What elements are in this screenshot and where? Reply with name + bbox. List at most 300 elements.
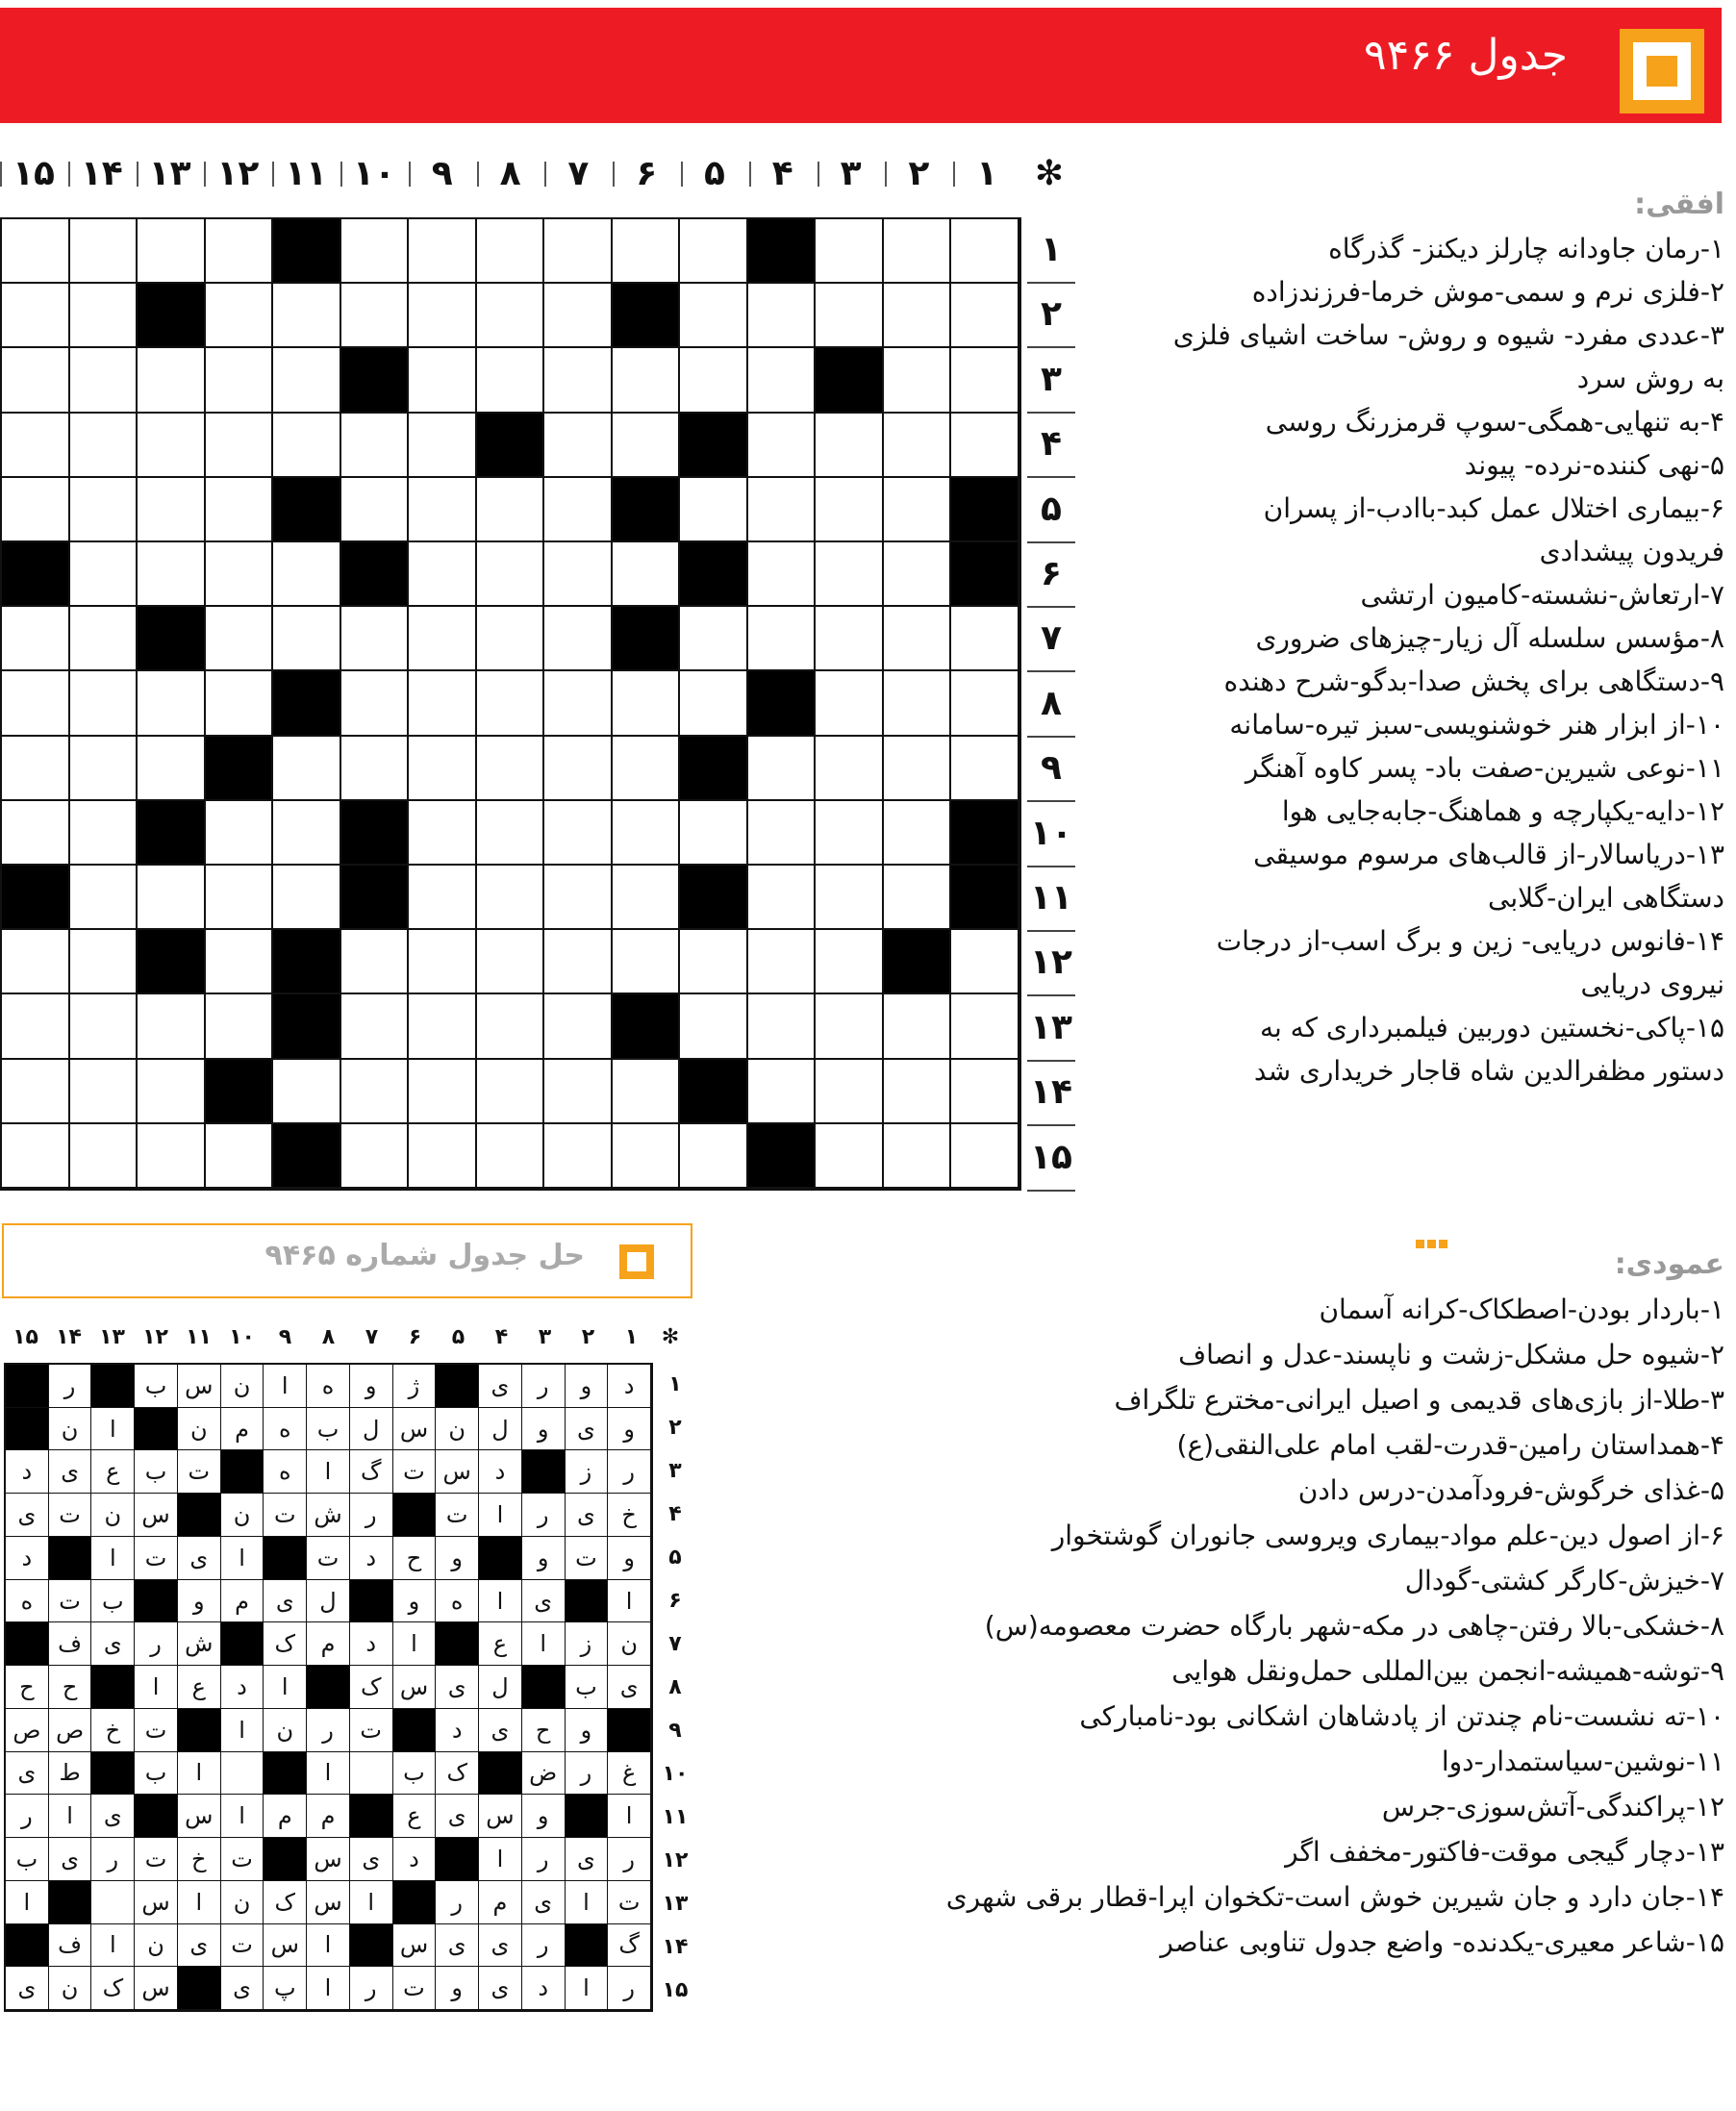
solution-cell: ی <box>479 1365 522 1408</box>
grid-cell[interactable] <box>273 284 341 348</box>
grid-cell[interactable] <box>2 219 70 284</box>
grid-cell[interactable] <box>613 348 681 413</box>
grid-cell[interactable] <box>884 219 952 284</box>
grid-cell[interactable] <box>544 866 613 930</box>
solution-cell: ب <box>135 1365 178 1408</box>
column-number: ۹ <box>431 154 453 193</box>
solution-black-cell <box>479 1752 522 1796</box>
grid-cell[interactable] <box>613 801 681 866</box>
black-cell <box>613 607 681 671</box>
solution-cell: س <box>436 1450 479 1494</box>
row-number: ۱۲ <box>1027 930 1075 996</box>
grid-cell[interactable] <box>206 801 274 866</box>
black-cell <box>2 866 70 930</box>
vertical-clues <box>859 1247 1724 1965</box>
solution-black-cell <box>6 1365 49 1408</box>
solution-cell: ی <box>91 1795 135 1838</box>
solution-cell: ژ <box>393 1365 437 1408</box>
grid-cell[interactable] <box>680 994 748 1059</box>
black-cell <box>138 801 206 866</box>
grid-cell[interactable] <box>138 348 206 413</box>
solution-cell: ی <box>522 1580 566 1623</box>
solution-black-cell <box>436 1838 479 1881</box>
solution-black-cell <box>566 1580 609 1623</box>
solution-cell: م <box>221 1408 264 1451</box>
solution-cell: ح <box>6 1666 49 1709</box>
grid-cell[interactable] <box>341 607 410 671</box>
grid-cell[interactable] <box>951 284 1019 348</box>
solution-cell: ک <box>436 1752 479 1796</box>
solution-cell: گ <box>608 1924 651 1968</box>
solution-row-number: ۱۰ <box>662 1762 689 1786</box>
grid-cell[interactable] <box>70 1124 138 1189</box>
grid-cell[interactable] <box>884 671 952 736</box>
grid-cell[interactable] <box>341 737 410 801</box>
grid-cell[interactable] <box>477 866 545 930</box>
grid-cell[interactable] <box>206 866 274 930</box>
grid-cell[interactable] <box>477 1124 545 1189</box>
solution-cell: س <box>178 1365 221 1408</box>
grid-cell[interactable] <box>341 414 410 478</box>
grid-cell[interactable] <box>680 219 748 284</box>
grid-cell[interactable] <box>544 1124 613 1189</box>
solution-cell: د <box>436 1709 479 1752</box>
grid-cell[interactable] <box>409 414 477 478</box>
grid-cell[interactable] <box>273 348 341 413</box>
grid-cell[interactable] <box>2 607 70 671</box>
grid-cell[interactable] <box>2 414 70 478</box>
grid-cell[interactable] <box>544 478 613 542</box>
grid-cell[interactable] <box>748 542 817 607</box>
grid-cell[interactable] <box>2 801 70 866</box>
grid-cell[interactable] <box>206 994 274 1059</box>
grid-cell[interactable] <box>409 348 477 413</box>
grid-cell[interactable] <box>70 414 138 478</box>
solution-row-number: ۱۳ <box>662 1892 689 1916</box>
solution-cell: ن <box>436 1408 479 1451</box>
grid-cell[interactable] <box>816 219 884 284</box>
clue-item: ۷-خیزش-کارگر کشتی-گودال <box>1404 1565 1724 1596</box>
black-cell <box>680 1060 748 1124</box>
grid-cell[interactable] <box>544 607 613 671</box>
grid-cell[interactable] <box>951 348 1019 413</box>
grid-cell[interactable] <box>748 607 817 671</box>
grid-cell[interactable] <box>206 930 274 994</box>
grid-cell[interactable] <box>206 219 274 284</box>
grid-cell[interactable] <box>409 1060 477 1124</box>
grid-cell[interactable] <box>816 607 884 671</box>
black-cell <box>748 219 817 284</box>
grid-cell[interactable] <box>2 994 70 1059</box>
grid-cell[interactable] <box>409 284 477 348</box>
solution-cell: ت <box>350 1709 393 1752</box>
grid-cell[interactable] <box>816 801 884 866</box>
clue-item: ۳-عددی مفرد- شیوه و روش- ساخت اشیای فلزی <box>1172 319 1724 351</box>
clue-item: ۱۵-شاعر معیری-یکدنده- واضع جدول تناوبی عناصر <box>1160 1926 1724 1958</box>
grid-cell[interactable] <box>816 737 884 801</box>
grid-cell[interactable] <box>544 219 613 284</box>
grid-cell[interactable] <box>884 478 952 542</box>
grid-cell[interactable] <box>884 607 952 671</box>
grid-cell[interactable] <box>477 607 545 671</box>
grid-cell[interactable] <box>477 284 545 348</box>
grid-cell[interactable] <box>70 348 138 413</box>
grid-cell[interactable] <box>816 1124 884 1189</box>
grid-cell[interactable] <box>816 930 884 994</box>
grid-cell[interactable] <box>613 737 681 801</box>
grid-cell[interactable] <box>816 866 884 930</box>
solution-cell: ا <box>91 1924 135 1968</box>
solution-black-cell <box>49 1881 92 1924</box>
grid-cell[interactable] <box>409 930 477 994</box>
black-cell <box>273 219 341 284</box>
grid-cell[interactable] <box>477 994 545 1059</box>
solution-cell: ت <box>264 1494 307 1537</box>
solution-cell: ی <box>522 1881 566 1924</box>
solution-cell: ت <box>393 1450 437 1494</box>
solution-cell: و <box>522 1795 566 1838</box>
grid-cell[interactable] <box>2 671 70 736</box>
row-number: ۷ <box>1027 606 1075 672</box>
grid-cell[interactable] <box>341 671 410 736</box>
grid-cell[interactable] <box>613 542 681 607</box>
solution-black-cell <box>350 1924 393 1968</box>
grid-cell[interactable] <box>544 284 613 348</box>
grid-cell[interactable] <box>273 737 341 801</box>
grid-cell[interactable] <box>70 801 138 866</box>
grid-cell[interactable] <box>477 930 545 994</box>
grid-cell[interactable] <box>544 930 613 994</box>
grid-cell[interactable] <box>816 414 884 478</box>
solution-black-cell <box>221 1450 264 1494</box>
grid-cell[interactable] <box>544 542 613 607</box>
clue-item: دستور مظفرالدین شاه قاجار خریداری شد <box>1253 1055 1724 1087</box>
grid-cell[interactable] <box>70 671 138 736</box>
grid-cell[interactable] <box>748 1060 817 1124</box>
grid-cell[interactable] <box>206 607 274 671</box>
grid-cell[interactable] <box>206 478 274 542</box>
grid-cell[interactable] <box>477 671 545 736</box>
grid-cell[interactable] <box>138 414 206 478</box>
solution-cell: و <box>522 1537 566 1580</box>
grid-cell[interactable] <box>884 801 952 866</box>
grid-cell[interactable] <box>341 930 410 994</box>
solution-cell: ا <box>566 1881 609 1924</box>
solution-cell: ن <box>264 1709 307 1752</box>
grid-cell[interactable] <box>613 219 681 284</box>
grid-cell[interactable] <box>544 671 613 736</box>
solution-black-cell <box>91 1752 135 1796</box>
grid-cell[interactable] <box>544 414 613 478</box>
solution-cell: خ <box>608 1494 651 1537</box>
grid-cell[interactable] <box>206 1124 274 1189</box>
grid-cell[interactable] <box>884 348 952 413</box>
grid-cell[interactable] <box>951 414 1019 478</box>
grid-cell[interactable] <box>816 994 884 1059</box>
grid-cell[interactable] <box>70 219 138 284</box>
solution-column-number: ۸ <box>321 1325 336 1349</box>
solution-cell: پ <box>264 1967 307 2010</box>
grid-cell[interactable] <box>816 284 884 348</box>
solution-cell: ی <box>566 1408 609 1451</box>
grid-cell[interactable] <box>70 930 138 994</box>
grid-cell[interactable] <box>477 219 545 284</box>
grid-cell[interactable] <box>884 737 952 801</box>
grid-cell[interactable] <box>409 994 477 1059</box>
grid-cell[interactable] <box>273 801 341 866</box>
solution-cell: خ <box>178 1838 221 1881</box>
solution-black-cell <box>91 1365 135 1408</box>
grid-cell[interactable] <box>409 478 477 542</box>
grid-cell[interactable] <box>409 671 477 736</box>
grid-cell[interactable] <box>409 866 477 930</box>
clue-item: به روش سرد <box>1576 363 1724 394</box>
grid-row-numbers <box>1027 217 1075 1191</box>
grid-cell[interactable] <box>138 219 206 284</box>
grid-cell[interactable] <box>341 1060 410 1124</box>
grid-cell[interactable] <box>70 866 138 930</box>
grid-cell[interactable] <box>680 671 748 736</box>
grid-cell[interactable] <box>748 414 817 478</box>
grid-cell[interactable] <box>138 994 206 1059</box>
grid-cell[interactable] <box>951 994 1019 1059</box>
solution-cell: د <box>6 1450 49 1494</box>
solution-black-cell <box>350 1580 393 1623</box>
grid-cell[interactable] <box>2 284 70 348</box>
solution-column-number: ۳ <box>538 1325 552 1349</box>
solution-black-cell <box>221 1622 264 1666</box>
grid-cell[interactable] <box>2 1060 70 1124</box>
grid-cell[interactable] <box>70 1060 138 1124</box>
grid-cell[interactable] <box>341 284 410 348</box>
solution-black-cell <box>522 1666 566 1709</box>
grid-cell[interactable] <box>138 1060 206 1124</box>
solution-cell: ص <box>6 1709 49 1752</box>
grid-cell[interactable] <box>273 414 341 478</box>
grid-cell[interactable] <box>2 348 70 413</box>
grid-cell[interactable] <box>613 1124 681 1189</box>
solution-black-cell <box>178 1709 221 1752</box>
grid-cell[interactable] <box>477 1060 545 1124</box>
grid-cell[interactable] <box>613 1060 681 1124</box>
grid-cell[interactable] <box>544 1060 613 1124</box>
black-cell <box>341 801 410 866</box>
grid-cell[interactable] <box>951 607 1019 671</box>
grid-cell[interactable] <box>884 284 952 348</box>
grid-cell[interactable] <box>680 1124 748 1189</box>
grid-cell[interactable] <box>544 737 613 801</box>
grid-cell[interactable] <box>2 478 70 542</box>
black-cell <box>680 414 748 478</box>
grid-cell[interactable] <box>138 542 206 607</box>
grid-cell[interactable] <box>748 930 817 994</box>
solution-grid <box>4 1363 653 2012</box>
grid-cell[interactable] <box>748 348 817 413</box>
header-bar <box>0 8 1722 123</box>
solution-black-cell <box>350 1795 393 1838</box>
solution-cell: س <box>264 1924 307 1968</box>
grid-cell[interactable] <box>138 866 206 930</box>
grid-cell[interactable] <box>477 478 545 542</box>
grid-cell[interactable] <box>951 737 1019 801</box>
grid-cell[interactable] <box>816 542 884 607</box>
grid-cell[interactable] <box>273 607 341 671</box>
solution-cell: ک <box>350 1666 393 1709</box>
grid-cell[interactable] <box>884 542 952 607</box>
grid-cell[interactable] <box>70 478 138 542</box>
solution-cell: ر <box>608 1967 651 2010</box>
solution-row-number: ۱۱ <box>662 1805 689 1829</box>
grid-cell[interactable] <box>2 737 70 801</box>
grid-cell[interactable] <box>613 414 681 478</box>
grid-cell[interactable] <box>951 1124 1019 1189</box>
grid-cell[interactable] <box>951 219 1019 284</box>
solution-cell: م <box>307 1795 350 1838</box>
grid-cell[interactable] <box>680 284 748 348</box>
solution-cell: ه <box>307 1365 350 1408</box>
grid-cell[interactable] <box>409 801 477 866</box>
solution-cell: ت <box>49 1494 92 1537</box>
grid-cell[interactable] <box>341 478 410 542</box>
grid-cell[interactable] <box>409 219 477 284</box>
clue-item: ۴-همداستان رامین-قدرت-لقب امام علی‌النقی(ع) <box>1176 1429 1724 1461</box>
solution-cell: ت <box>49 1580 92 1623</box>
solution-cell: س <box>393 1924 437 1968</box>
solution-cell: ن <box>135 1924 178 1968</box>
solution-cell: ی <box>608 1666 651 1709</box>
grid-cell[interactable] <box>70 607 138 671</box>
grid-cell[interactable] <box>409 607 477 671</box>
page-title: جدول ۹۴۶۶ <box>1363 31 1568 80</box>
grid-cell[interactable] <box>138 1124 206 1189</box>
grid-cell[interactable] <box>613 930 681 994</box>
solution-cell: م <box>307 1622 350 1666</box>
grid-cell[interactable] <box>341 219 410 284</box>
grid-cell[interactable] <box>613 671 681 736</box>
grid-cell[interactable] <box>748 284 817 348</box>
solution-cell: ن <box>49 1967 92 2010</box>
solution-cell: ا <box>479 1838 522 1881</box>
grid-cell[interactable] <box>341 1124 410 1189</box>
grid-cell[interactable] <box>951 1060 1019 1124</box>
grid-cell[interactable] <box>2 930 70 994</box>
solution-cell: ی <box>178 1924 221 1968</box>
black-cell <box>613 478 681 542</box>
solution-cell <box>350 1752 393 1796</box>
solution-cell: ا <box>6 1881 49 1924</box>
grid-cell[interactable] <box>70 542 138 607</box>
clue-item: ۱۳-دریاسالار-از قالب‌های مرسوم موسیقی <box>1253 839 1724 870</box>
grid-cell[interactable] <box>138 737 206 801</box>
grid-cell[interactable] <box>409 1124 477 1189</box>
solution-black-cell <box>436 1622 479 1666</box>
grid-cell[interactable] <box>816 671 884 736</box>
grid-cell[interactable] <box>748 737 817 801</box>
grid-cell[interactable] <box>816 1060 884 1124</box>
grid-cell[interactable] <box>544 348 613 413</box>
grid-cell[interactable] <box>2 1124 70 1189</box>
grid-cell[interactable] <box>544 801 613 866</box>
solution-cell: و <box>178 1580 221 1623</box>
grid-cell[interactable] <box>748 801 817 866</box>
grid-cell[interactable] <box>884 414 952 478</box>
grid-cell[interactable] <box>544 994 613 1059</box>
solution-cell: ه <box>436 1580 479 1623</box>
solution-star-marker: ✻ <box>661 1325 680 1349</box>
solution-cell: گ <box>350 1450 393 1494</box>
black-cell <box>341 542 410 607</box>
grid-cell[interactable] <box>680 478 748 542</box>
solution-cell: س <box>307 1881 350 1924</box>
grid-cell[interactable] <box>273 1060 341 1124</box>
solution-black-cell <box>135 1580 178 1623</box>
grid-cell[interactable] <box>680 607 748 671</box>
solution-cell: ن <box>221 1365 264 1408</box>
clue-item: ۱۴-فانوس دریایی- زین و برگ اسب-از درجات <box>1216 925 1724 957</box>
solution-cell: ت <box>393 1967 437 2010</box>
grid-cell[interactable] <box>884 994 952 1059</box>
solution-column-number: ۱ <box>624 1325 639 1349</box>
solution-black-cell <box>436 1365 479 1408</box>
grid-cell[interactable] <box>680 801 748 866</box>
grid-cell[interactable] <box>884 1060 952 1124</box>
solution-cell: ع <box>393 1795 437 1838</box>
grid-cell[interactable] <box>138 671 206 736</box>
grid-cell[interactable] <box>409 737 477 801</box>
grid-cell[interactable] <box>409 542 477 607</box>
grid-cell[interactable] <box>206 671 274 736</box>
solution-cell: ی <box>6 1967 49 2010</box>
grid-cell[interactable] <box>477 801 545 866</box>
clue-item: ۱۰-ته نشست-نام چندتن از پادشاهان اشکانی بود-نامبارکی <box>1079 1700 1724 1732</box>
grid-cell[interactable] <box>884 866 952 930</box>
grid-cell[interactable] <box>680 930 748 994</box>
grid-cell[interactable] <box>680 348 748 413</box>
grid-cell[interactable] <box>748 478 817 542</box>
grid-cell[interactable] <box>884 1124 952 1189</box>
solution-column-number: ۷ <box>365 1325 379 1349</box>
solution-row-number: ۱ <box>668 1372 682 1396</box>
grid-cell[interactable] <box>613 866 681 930</box>
grid-cell[interactable] <box>748 866 817 930</box>
grid-cell[interactable] <box>477 737 545 801</box>
solution-cell: ی <box>566 1494 609 1537</box>
grid-cell[interactable] <box>951 671 1019 736</box>
grid-cell[interactable] <box>951 930 1019 994</box>
grid-cell[interactable] <box>206 284 274 348</box>
grid-cell[interactable] <box>206 542 274 607</box>
grid-cell[interactable] <box>477 542 545 607</box>
grid-cell[interactable] <box>273 866 341 930</box>
grid-cell[interactable] <box>341 994 410 1059</box>
grid-cell[interactable] <box>206 414 274 478</box>
grid-cell[interactable] <box>816 478 884 542</box>
grid-cell[interactable] <box>70 994 138 1059</box>
solution-cell: و <box>608 1408 651 1451</box>
row-number: ۱۱ <box>1027 866 1075 932</box>
solution-cell: ع <box>91 1450 135 1494</box>
solution-cell: د <box>393 1838 437 1881</box>
clue-item: دستگاهی ایران-گلابی <box>1487 882 1724 914</box>
grid-cell[interactable] <box>273 542 341 607</box>
grid-cell[interactable] <box>206 348 274 413</box>
solution-cell: خ <box>91 1709 135 1752</box>
grid-cell[interactable] <box>748 994 817 1059</box>
grid-cell[interactable] <box>70 284 138 348</box>
grid-cell[interactable] <box>70 737 138 801</box>
grid-cell[interactable] <box>477 348 545 413</box>
grid-cell[interactable] <box>138 478 206 542</box>
